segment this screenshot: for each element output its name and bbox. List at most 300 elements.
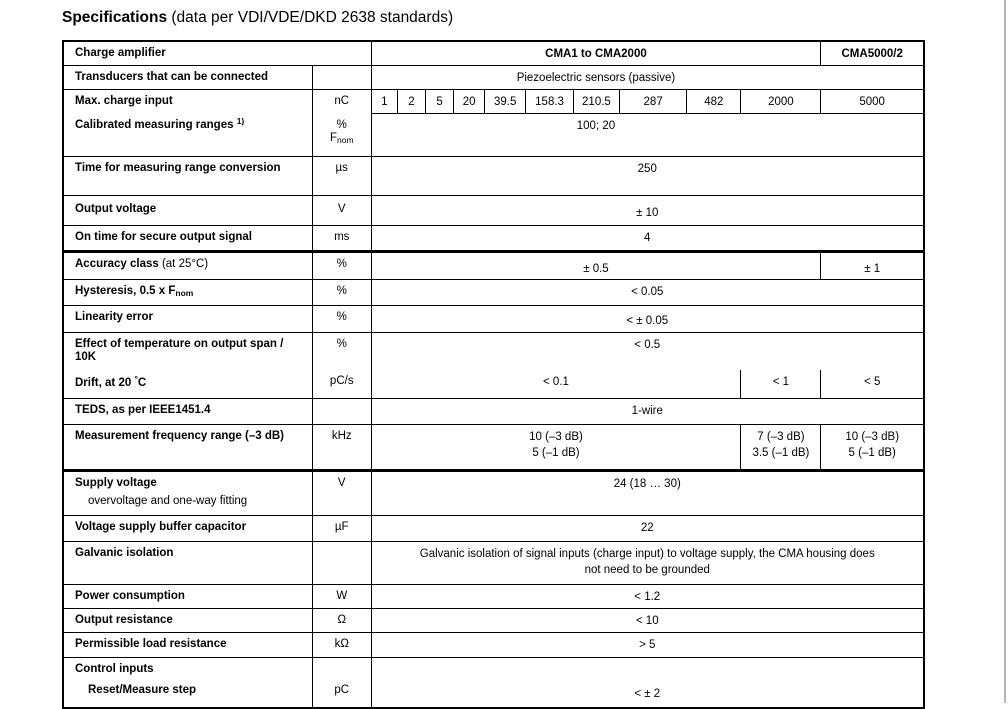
spec-label-cell xyxy=(64,226,312,250)
spec-value-cell xyxy=(820,90,923,114)
spec-unit-cell xyxy=(312,90,371,156)
spec-label-cell xyxy=(64,425,312,469)
text-segment: nC xyxy=(334,95,350,107)
value-line xyxy=(741,445,820,461)
text-segment: Galvanic isolation xyxy=(75,547,174,559)
text-segment: < 1 xyxy=(772,376,790,388)
text-segment: Control inputs xyxy=(75,663,154,675)
spec-value-cell xyxy=(820,253,923,279)
spec-value-subrow xyxy=(372,399,924,424)
text-line xyxy=(313,477,371,490)
text-segment: Drift, at 20 xyxy=(75,377,135,389)
spec-value-cell xyxy=(397,90,425,114)
spec-value-cell xyxy=(740,425,820,469)
spec-label-cell xyxy=(64,516,312,541)
text-segment: % xyxy=(336,285,347,297)
spec-unit-cell xyxy=(312,516,371,541)
text-segment: < 5 xyxy=(864,376,881,388)
value-line xyxy=(372,230,924,246)
spec-value-cell xyxy=(573,90,619,114)
value-line xyxy=(821,46,923,62)
spec-label-cell xyxy=(64,609,312,632)
spec-value-cell xyxy=(484,90,525,114)
text-line xyxy=(75,590,306,603)
text-segment: % xyxy=(336,311,347,323)
text-segment: nom xyxy=(175,288,194,298)
text-line xyxy=(75,404,306,417)
text-segment: < ± 0.05 xyxy=(626,315,669,327)
text-segment: 5000 xyxy=(859,96,885,108)
spec-value-cell xyxy=(372,90,398,114)
text-line xyxy=(75,430,306,443)
value-line xyxy=(372,337,924,353)
spec-row xyxy=(64,425,923,472)
value-line xyxy=(821,374,923,390)
text-segment: 1-wire xyxy=(631,405,663,417)
spec-value-subrow xyxy=(372,658,924,707)
spec-unit-cell xyxy=(312,425,371,469)
text-segment: Charge amplifier xyxy=(75,47,166,59)
spec-value-cell xyxy=(372,425,741,469)
spec-value-area xyxy=(371,425,924,469)
text-line xyxy=(75,258,306,271)
spec-row xyxy=(64,226,923,253)
text-line xyxy=(75,162,306,175)
text-segment: 210.5 xyxy=(582,96,611,108)
spec-value-area xyxy=(371,280,924,305)
text-line xyxy=(75,231,306,244)
text-segment: Reset/Measure step xyxy=(88,684,197,696)
spec-value-cell xyxy=(372,196,924,225)
spec-value-area xyxy=(371,90,924,156)
spec-value-cell xyxy=(372,542,924,584)
text-line xyxy=(75,203,306,216)
text-segment: < 1.2 xyxy=(634,591,661,603)
text-line xyxy=(313,258,371,271)
text-line xyxy=(75,71,306,84)
value-line xyxy=(372,374,741,390)
spec-value-cell xyxy=(740,370,820,398)
spec-unit-cell xyxy=(312,633,371,657)
text-segment: CMA1 to CMA2000 xyxy=(545,48,647,60)
value-line xyxy=(372,476,924,492)
spec-row xyxy=(64,280,923,306)
text-line xyxy=(75,614,306,627)
spec-label-cell xyxy=(64,542,312,584)
spec-row xyxy=(64,306,923,333)
spec-value-area xyxy=(371,196,924,225)
text-segment: < 10 xyxy=(635,615,659,627)
text-line xyxy=(313,231,371,244)
spec-value-area xyxy=(371,516,924,541)
spec-label-cell xyxy=(64,306,312,332)
value-line xyxy=(372,161,924,177)
value-line xyxy=(372,403,924,419)
text-line xyxy=(75,638,306,651)
spec-value-area xyxy=(371,542,924,584)
text-segment: Transducers that can be connected xyxy=(75,71,269,83)
text-line xyxy=(75,521,306,534)
text-segment: CMA5000/2 xyxy=(841,48,903,60)
text-line xyxy=(75,663,306,676)
text-segment: 100; 20 xyxy=(576,120,616,132)
spec-value-subrow xyxy=(372,333,924,370)
spec-value-cell xyxy=(372,42,821,65)
text-segment: 39.5 xyxy=(493,96,517,108)
text-line xyxy=(313,430,371,443)
value-line xyxy=(372,445,741,461)
spec-value-cell xyxy=(372,114,821,156)
spec-value-cell xyxy=(372,66,821,89)
text-segment: Linearity error xyxy=(75,311,153,323)
text-line xyxy=(313,684,371,697)
page-title xyxy=(62,9,453,27)
spec-unit-cell xyxy=(312,399,371,424)
value-line xyxy=(821,261,923,277)
text-segment: < 0.5 xyxy=(634,339,661,351)
text-line xyxy=(313,614,371,627)
value-line xyxy=(821,445,923,461)
spec-value-area xyxy=(371,658,924,707)
spec-row xyxy=(64,399,923,425)
spec-row xyxy=(64,42,923,66)
text-line xyxy=(75,684,306,697)
spec-value-cell xyxy=(453,90,484,114)
text-segment: Output resistance xyxy=(75,614,173,626)
value-line xyxy=(372,46,821,62)
spec-value-cell xyxy=(525,90,572,114)
page-title-main: Specifications xyxy=(62,9,168,26)
text-segment: 5 (–1 dB) xyxy=(532,447,580,459)
spec-value-cell xyxy=(820,42,923,65)
spec-value-subrow xyxy=(372,226,924,250)
text-segment: ± 0.5 xyxy=(583,263,609,275)
text-segment: Max. charge input xyxy=(75,95,173,107)
spec-row xyxy=(64,90,923,157)
text-segment: 10 (–3 dB) xyxy=(529,431,583,443)
text-line xyxy=(313,638,371,651)
value-line xyxy=(372,313,924,329)
text-line xyxy=(313,338,371,351)
text-segment: 5 xyxy=(436,96,443,108)
text-segment: TEDS, as per IEEE1451.4 xyxy=(75,404,211,416)
spec-value-area xyxy=(371,399,924,424)
value-line xyxy=(372,284,924,300)
spec-value-cell xyxy=(372,333,924,370)
text-line xyxy=(313,285,371,298)
text-line xyxy=(313,375,371,388)
text-line xyxy=(313,95,371,108)
text-segment: 2 xyxy=(408,96,415,108)
spec-value-subrow xyxy=(372,472,924,515)
text-segment: F xyxy=(329,132,337,144)
text-segment: (at 25°C) xyxy=(161,258,209,270)
spec-label-cell xyxy=(64,472,312,515)
text-line xyxy=(313,203,371,216)
spec-label-cell xyxy=(64,66,312,89)
spec-unit-cell xyxy=(312,66,371,89)
text-segment: pC xyxy=(334,684,350,696)
value-line xyxy=(372,261,821,277)
spec-value-area xyxy=(371,157,924,195)
spec-unit-cell xyxy=(312,196,371,225)
spec-value-area xyxy=(371,609,924,632)
text-segment: µF xyxy=(334,521,349,533)
spec-label-cell xyxy=(64,196,312,225)
spec-value-cell xyxy=(372,157,924,195)
text-segment: Measurement frequency range (–3 dB) xyxy=(75,430,284,442)
text-line xyxy=(313,590,371,603)
text-segment: pC/s xyxy=(329,375,354,387)
text-segment: Time for measuring range conversion xyxy=(75,162,281,174)
spec-label-cell xyxy=(64,585,312,608)
spec-value-cell xyxy=(372,370,741,398)
spec-label-cell xyxy=(64,157,312,195)
value-line xyxy=(372,118,821,134)
value-line xyxy=(741,374,820,390)
text-segment: Power consumption xyxy=(75,590,185,602)
spec-unit-cell xyxy=(312,472,371,515)
text-segment: Calibrated measuring ranges xyxy=(75,119,237,131)
text-segment: > 5 xyxy=(639,639,656,651)
spec-value-subrow xyxy=(372,585,924,608)
spec-row xyxy=(64,66,923,90)
value-line xyxy=(426,94,454,110)
text-segment: 5 (–1 dB) xyxy=(848,447,896,459)
spec-unit-cell xyxy=(312,157,371,195)
text-segment: < 0.05 xyxy=(631,286,664,298)
text-segment: 10 (–3 dB) xyxy=(845,431,900,443)
text-segment: Output voltage xyxy=(75,203,157,215)
value-line xyxy=(372,562,924,578)
spec-value-cell xyxy=(372,585,924,608)
spec-value-cell xyxy=(820,370,923,398)
text-line xyxy=(75,285,306,298)
spec-unit-cell xyxy=(312,226,371,250)
spec-value-cell xyxy=(740,90,820,114)
text-segment: Hysteresis, 0.5 x F xyxy=(75,285,176,297)
value-line xyxy=(454,94,484,110)
value-line xyxy=(372,94,398,110)
spec-value-subrow xyxy=(372,633,924,657)
text-line xyxy=(313,521,371,534)
spec-row xyxy=(64,609,923,633)
text-segment: not need to be grounded xyxy=(584,564,710,576)
text-segment: 250 xyxy=(637,163,657,175)
spec-value-area xyxy=(371,333,924,398)
spec-value-cell xyxy=(820,114,923,156)
spec-row xyxy=(64,542,923,585)
spec-value-cell xyxy=(372,280,924,305)
spec-value-subrow xyxy=(372,609,924,632)
spec-label-cell xyxy=(64,633,312,657)
spec-label-cell xyxy=(64,399,312,424)
text-segment: kHz xyxy=(331,430,352,442)
text-segment: % xyxy=(336,258,347,270)
spec-value-area xyxy=(371,306,924,332)
text-line xyxy=(313,162,371,175)
spec-value-subrow xyxy=(372,42,924,65)
spec-value-area xyxy=(371,472,924,515)
spec-value-cell xyxy=(820,66,923,89)
spec-value-area xyxy=(371,253,924,279)
text-line xyxy=(313,311,371,324)
spec-value-area xyxy=(371,633,924,657)
spec-value-area xyxy=(371,66,924,89)
spec-value-subrow xyxy=(372,90,924,114)
spec-row xyxy=(64,633,923,658)
spec-row xyxy=(64,157,923,196)
spec-value-cell xyxy=(686,90,740,114)
value-line xyxy=(372,613,924,629)
spec-label-cell xyxy=(64,42,371,65)
value-line xyxy=(526,94,572,110)
spec-value-cell xyxy=(372,253,821,279)
value-line xyxy=(620,94,686,110)
spec-value-cell xyxy=(372,472,924,515)
spec-value-subrow xyxy=(372,280,924,305)
page-edge-line xyxy=(1004,0,1006,703)
page-title-subtitle: (data per VDI/VDE/DKD 2638 standards) xyxy=(167,9,454,26)
text-segment: 482 xyxy=(704,96,724,108)
text-segment: 158.3 xyxy=(535,96,564,108)
text-segment: overvoltage and one-way fitting xyxy=(88,495,248,507)
value-line xyxy=(574,94,619,110)
spec-value-cell xyxy=(372,226,924,250)
text-segment: µs xyxy=(335,162,348,174)
spec-row xyxy=(64,253,923,280)
value-line xyxy=(485,94,525,110)
text-line xyxy=(75,116,306,132)
value-line xyxy=(821,94,923,110)
text-line xyxy=(75,495,306,508)
spec-label-cell xyxy=(64,280,312,305)
text-segment: C xyxy=(137,377,147,389)
text-segment: 20 xyxy=(462,96,476,108)
spec-value-subrow xyxy=(372,114,924,156)
spec-row xyxy=(64,196,923,226)
spec-value-subrow xyxy=(372,66,924,89)
spec-row xyxy=(64,658,923,707)
text-segment: Effect of temperature on output span / 10K xyxy=(75,338,284,363)
spec-row xyxy=(64,472,923,516)
text-segment: 2000 xyxy=(768,96,794,108)
text-line xyxy=(75,95,306,108)
spec-unit-cell xyxy=(312,280,371,305)
text-line xyxy=(75,47,365,60)
text-segment: Galvanic isolation of signal inputs (charge input) to voltage supply, the CMA housing does xyxy=(419,548,875,560)
spec-value-subrow xyxy=(372,425,924,469)
text-segment: 4 xyxy=(644,232,651,244)
text-segment: kΩ xyxy=(334,638,349,650)
value-line xyxy=(741,94,820,110)
text-segment: < 0.1 xyxy=(543,376,569,388)
text-segment: 24 (18 … 30) xyxy=(613,478,681,490)
text-segment: Permissible load resistance xyxy=(75,638,227,650)
spec-unit-cell xyxy=(312,609,371,632)
spec-row xyxy=(64,333,923,399)
value-line xyxy=(372,70,821,86)
spec-value-subrow xyxy=(372,306,924,332)
text-line xyxy=(75,547,306,560)
text-line xyxy=(313,119,371,132)
text-segment: ms xyxy=(334,231,350,243)
spec-value-subrow xyxy=(372,253,924,279)
text-segment: On time for secure output signal xyxy=(75,231,252,243)
spec-value-cell xyxy=(425,90,454,114)
spec-value-cell xyxy=(372,306,924,332)
value-line xyxy=(372,686,924,702)
text-segment: W xyxy=(336,590,348,602)
text-line xyxy=(75,338,306,364)
spec-value-cell xyxy=(372,609,924,632)
spec-value-cell xyxy=(372,658,924,707)
spec-unit-cell xyxy=(312,306,371,332)
spec-label-cell xyxy=(64,253,312,279)
spec-row xyxy=(64,585,923,609)
spec-row xyxy=(64,516,923,542)
text-segment: 3.5 (–1 dB) xyxy=(752,447,810,459)
text-segment: 7 (–3 dB) xyxy=(757,431,805,443)
value-line xyxy=(398,94,425,110)
text-segment: 1) xyxy=(236,116,245,127)
text-line xyxy=(313,132,371,145)
spec-value-cell xyxy=(820,425,923,469)
value-line xyxy=(372,589,924,605)
text-segment: ° xyxy=(134,374,138,385)
value-line xyxy=(372,429,741,445)
text-segment: % xyxy=(336,338,347,350)
text-segment: Piezoelectric sensors (passive) xyxy=(516,72,676,84)
text-segment: V xyxy=(337,477,346,489)
spec-value-area xyxy=(371,226,924,250)
spec-value-area xyxy=(371,585,924,608)
value-line xyxy=(372,546,924,562)
text-segment: ± 10 xyxy=(636,207,659,219)
spec-unit-cell xyxy=(312,658,371,707)
spec-value-subrow xyxy=(372,516,924,541)
text-segment: < ± 2 xyxy=(634,688,661,700)
spec-value-subrow xyxy=(372,157,924,195)
text-line xyxy=(75,477,306,490)
text-segment: 1 xyxy=(381,96,388,108)
value-line xyxy=(372,637,924,653)
text-segment: Accuracy class xyxy=(75,258,162,270)
spec-unit-cell xyxy=(312,333,371,398)
text-line xyxy=(75,311,306,324)
spec-unit-cell xyxy=(312,253,371,279)
text-segment: Supply voltage xyxy=(75,477,157,489)
text-segment: % xyxy=(336,119,347,131)
spec-value-subrow xyxy=(372,196,924,225)
value-line xyxy=(372,205,924,221)
spec-value-area xyxy=(371,42,924,65)
spec-value-subrow xyxy=(372,370,924,398)
text-segment: Voltage supply buffer capacitor xyxy=(75,521,247,533)
value-line xyxy=(821,429,923,445)
text-line xyxy=(75,374,306,390)
spec-label-cell xyxy=(64,658,312,707)
spec-value-cell xyxy=(619,90,686,114)
text-segment: ± 1 xyxy=(864,263,881,275)
spec-unit-cell xyxy=(312,542,371,584)
spec-value-cell xyxy=(372,399,924,424)
spec-value-subrow xyxy=(372,542,924,584)
value-line xyxy=(687,94,740,110)
text-segment: V xyxy=(337,203,346,215)
value-line xyxy=(741,429,820,445)
spec-value-cell xyxy=(372,633,924,657)
